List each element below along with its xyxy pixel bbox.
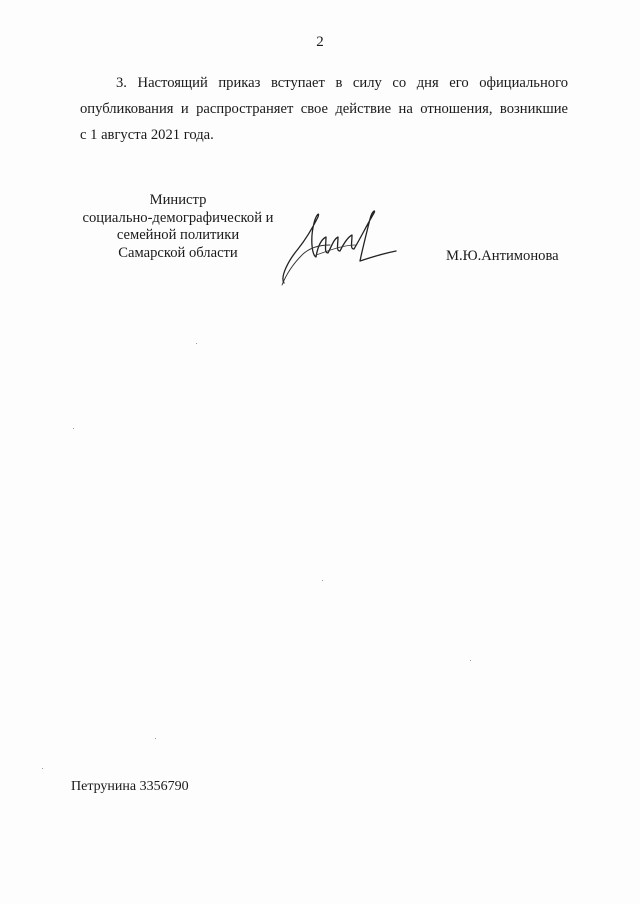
signatory-position xyxy=(78,192,278,262)
scan-speck xyxy=(155,738,156,739)
scan-speck xyxy=(73,428,74,429)
position-line: социально-демографической и xyxy=(82,209,274,226)
handwritten-signature xyxy=(276,205,400,287)
scan-speck xyxy=(42,768,43,769)
executor-contact: Петрунина 3356790 xyxy=(71,779,189,794)
page-number: 2 xyxy=(316,34,324,50)
position-line: Министр xyxy=(149,192,207,208)
scan-speck xyxy=(196,343,197,344)
scan-speck xyxy=(322,580,323,581)
paragraph-line: опубликования и распространяет свое действие на отношения, возникшие xyxy=(80,101,568,117)
scan-speck xyxy=(470,660,471,661)
order-paragraph xyxy=(80,70,568,148)
paragraph-line: 3. Настоящий приказ вступает в силу со дня его официального xyxy=(116,75,568,91)
paragraph-line: с 1 августа 2021 года. xyxy=(80,127,214,143)
position-line: семейной политики xyxy=(116,227,240,243)
position-line: Самарской области xyxy=(118,244,238,261)
signatory-name: М.Ю.Антимонова xyxy=(446,248,559,264)
